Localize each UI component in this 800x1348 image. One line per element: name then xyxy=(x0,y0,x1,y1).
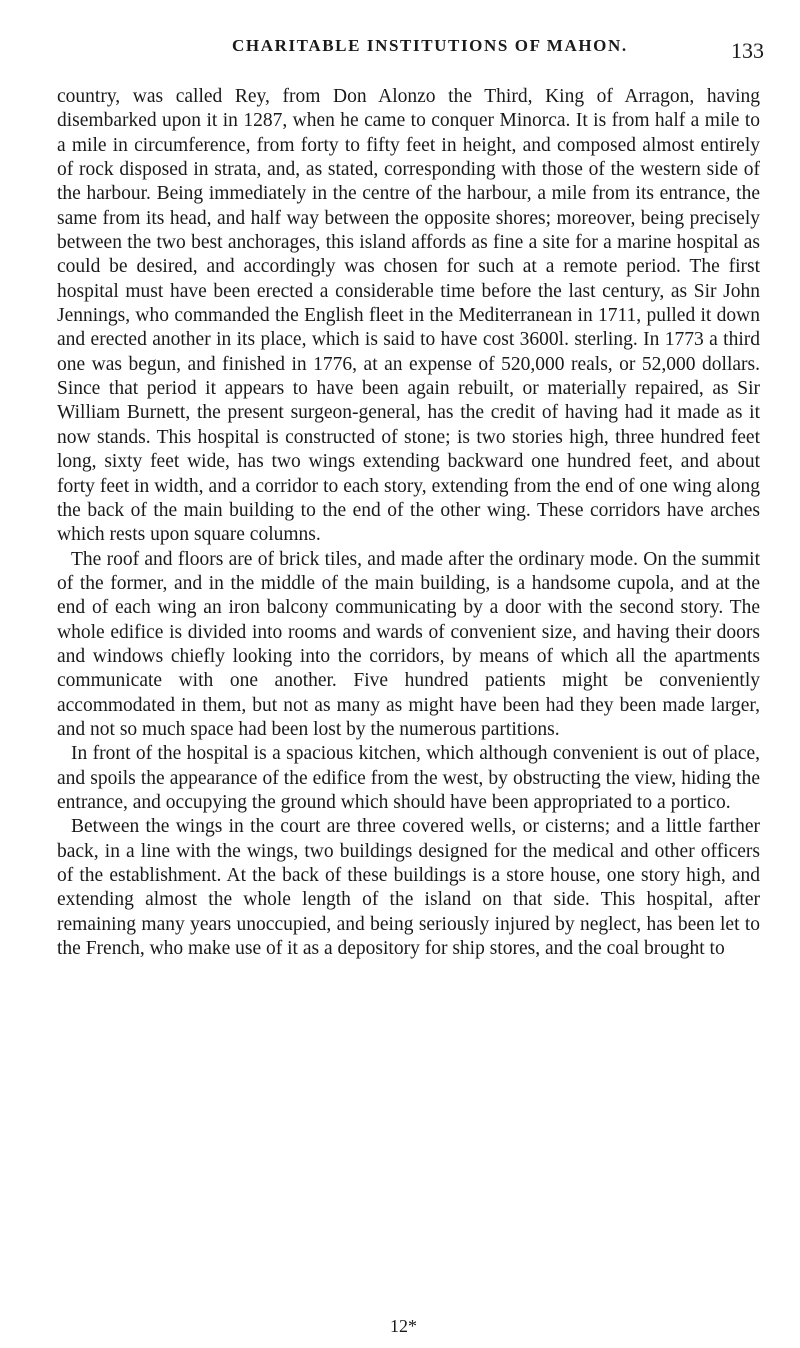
body-text xyxy=(57,85,760,961)
page-number: 133 xyxy=(731,38,764,63)
running-header xyxy=(0,36,800,66)
paragraph: country, was called Rey, from Don Alonzo the Third, King of Arragon, having disembarked upon it in 1287, when he came to conquer Minorca. It is from half a mile to a mile in circumference, from forty to fifty feet in height, and composed almost entirely of rock disposed in strata, and, as stated, corresponding with those of the western side of the harbour. Being immediately in the centre of the harbour, a mile from its entrance, the same from its head, and half way between the opposite shores; moreover, being precisely between the two best anchorages, this island affords as fine a site for a marine hospital as could be desired, and accordingly was chosen for such at a remote period. The first hospital must have been erected a considerable time before the last century, as Sir John Jennings, who commanded the English fleet in the Mediterranean in 1711, pulled it down and erected another in its place, which is said to have cost 3600l. sterling. In 1773 a third one was begun, and finished in 1776, at an expense of 520,000 reals, or 52,000 dollars. Since that period it appears to have been again rebuilt, or materially repaired, as Sir William Burnett, the present surgeon-general, has the credit of having had it made as it now stands. This hospital is constructed of stone; is two stories high, three hundred feet long, sixty feet wide, has two wings extending backward one hundred feet, and about forty feet in width, and a corridor to each story, extending from the end of one wing along the back of the main building to the end of the other wing. These corridors have arches which rests upon square columns. xyxy=(57,86,760,546)
paragraph: The roof and floors are of brick tiles, and made after the ordinary mode. On the summit of the former, and in the middle of the main building, is a handsome cupola, and at the end of each wing an iron balcony communicating by a door with the second story. The whole edifice is divided into rooms and wards of convenient size, and having their doors and windows chiefly looking into the corridors, by means of which all the apartments communicate with one another. Five hundred patients might be conveniently accommodated in them, but not as many as might have been had they been made larger, and not so much space had been lost by the numerous partitions. xyxy=(57,548,760,740)
paragraph: Between the wings in the court are three covered wells, or cisterns; and a little farther back, in a line with the wings, two buildings designed for the medical and other officers of the establishment. At the back of these buildings is a store house, one story high, and extending almost the whole length of the island on that side. This hospital, after remaining many years unoccupied, and being seriously injured by neglect, has been let to the French, who make use of it as a depository for ship stores, and the coal brought to xyxy=(57,816,760,960)
running-title: CHARITABLE INSTITUTIONS OF MAHON. xyxy=(232,36,628,55)
signature-mark: 12* xyxy=(390,1316,417,1336)
paragraph: In front of the hospital is a spacious kitchen, which although convenient is out of place, and spoils the appearance of the edifice from the west, by obstructing the view, hiding the entrance, and occupying the ground which should have been appropriated to a portico. xyxy=(57,743,760,813)
